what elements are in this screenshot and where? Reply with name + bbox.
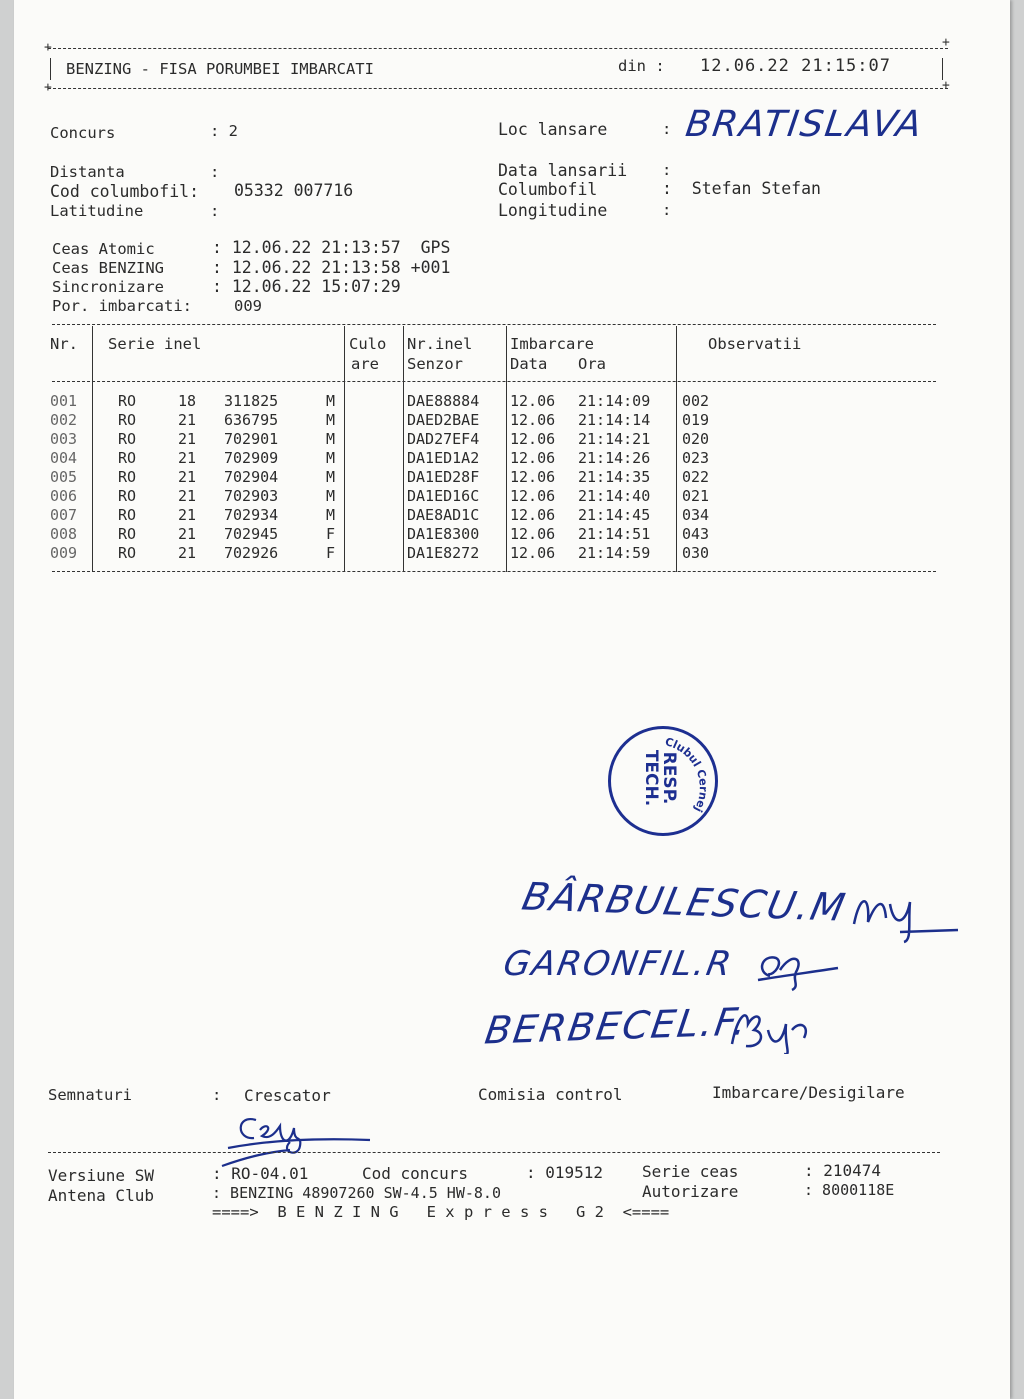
- cell-nr: 003: [50, 430, 78, 448]
- cell-nr: 002: [50, 411, 78, 429]
- ceas-benzing-value: : 12.06.22 21:13:58 +001: [212, 258, 451, 277]
- columbofil-label: Columbofil: [498, 180, 598, 199]
- th-nr-inel: Nr.inel: [407, 335, 473, 353]
- cell-an: 21: [178, 411, 197, 429]
- cell-ora: 21:14:35: [578, 468, 651, 486]
- cell-ora: 21:14:14: [578, 411, 651, 429]
- cell-sex: F: [326, 525, 336, 543]
- cell-data: 12.06: [510, 430, 556, 448]
- semnaturi-colon: :: [212, 1086, 222, 1104]
- cell-senzor: DA1ED1A2: [407, 449, 480, 467]
- por-imbarcati-label: Por. imbarcati:: [52, 297, 192, 315]
- data-lansarii-value: :: [662, 161, 672, 179]
- footer-rule: [48, 1152, 940, 1153]
- cell-inel: 702945: [224, 525, 279, 543]
- cell-senzor: DA1E8272: [407, 544, 480, 562]
- cell-data: 12.06: [510, 544, 556, 562]
- cell-inel: 702904: [224, 468, 279, 486]
- col-divider: [344, 326, 345, 572]
- th-culoare-1: Culo: [349, 335, 387, 353]
- cell-obs: 019: [682, 411, 710, 429]
- concurs-value: : 2: [210, 122, 238, 140]
- antena-label: Antena Club: [48, 1186, 154, 1205]
- cell-senzor: DAE88884: [407, 392, 480, 410]
- cell-tara: RO: [118, 430, 137, 448]
- cell-an: 18: [178, 392, 197, 410]
- cell-obs: 030: [682, 544, 710, 562]
- cell-inel: 702934: [224, 506, 279, 524]
- cell-nr: 006: [50, 487, 78, 505]
- corner-plus: +: [942, 78, 950, 93]
- cell-an: 21: [178, 487, 197, 505]
- header-top-rule: [48, 48, 948, 49]
- cell-nr: 001: [50, 392, 78, 410]
- cell-tara: RO: [118, 506, 137, 524]
- stamp-arc-text: Clubul Cernej: [663, 735, 710, 815]
- cell-tara: RO: [118, 525, 137, 543]
- din-value: 12.06.22 21:15:07: [700, 56, 891, 76]
- receipt-sheet: [14, 0, 1010, 1399]
- stamp-tech: TECH.: [641, 749, 661, 807]
- cell-tara: RO: [118, 487, 137, 505]
- cod-concurs-value: : 019512: [526, 1163, 604, 1182]
- cell-an: 21: [178, 449, 197, 467]
- col-divider: [676, 326, 677, 572]
- th-senzor: Senzor: [407, 355, 463, 373]
- comisia-label: Comisia control: [478, 1085, 623, 1104]
- cell-tara: RO: [118, 449, 137, 467]
- autorizare-value: : 8000118E: [804, 1181, 895, 1199]
- corner-plus: +: [44, 40, 52, 55]
- cell-tara: RO: [118, 544, 137, 562]
- header-bottom-rule: [48, 88, 948, 89]
- cell-obs: 021: [682, 487, 710, 505]
- document-title: BENZING - FISA PORUMBEI IMBARCATI: [66, 60, 374, 78]
- crescator-label: Crescator: [244, 1086, 331, 1105]
- signature-1: [850, 884, 960, 944]
- th-nr: Nr.: [50, 335, 78, 353]
- cell-inel: 702926: [224, 544, 279, 562]
- cell-data: 12.06: [510, 449, 556, 467]
- distanta-value: :: [210, 163, 220, 181]
- longitudine-value: :: [662, 201, 672, 219]
- cell-ora: 21:14:21: [578, 430, 651, 448]
- cell-data: 12.06: [510, 392, 556, 410]
- cell-obs: 043: [682, 525, 710, 543]
- cell-sex: M: [326, 487, 336, 505]
- table-bottom-rule: [52, 571, 936, 572]
- cell-inel: 702901: [224, 430, 279, 448]
- cell-tara: RO: [118, 392, 137, 410]
- ceas-atomic-value: : 12.06.22 21:13:57 GPS: [212, 238, 451, 257]
- th-imbarcare-ora: Ora: [578, 355, 606, 373]
- loc-lansare-colon: :: [662, 120, 672, 138]
- table-top-rule: [52, 324, 936, 325]
- serie-ceas-value: : 210474: [804, 1161, 882, 1180]
- handwritten-name-2: GARONFIL.R: [500, 944, 736, 984]
- cell-data: 12.06: [510, 487, 556, 505]
- cell-senzor: DA1ED28F: [407, 468, 480, 486]
- signature-2: [752, 946, 842, 992]
- cell-nr: 009: [50, 544, 78, 562]
- columbofil-value: : Stefan Stefan: [662, 179, 821, 198]
- cell-an: 21: [178, 544, 197, 562]
- cell-senzor: DA1ED16C: [407, 487, 480, 505]
- col-divider: [506, 326, 507, 572]
- cell-sex: M: [326, 392, 336, 410]
- loc-lansare-label: Loc lansare: [498, 120, 608, 139]
- distanta-label: Distanta: [50, 163, 125, 181]
- header-left-border: [50, 58, 51, 80]
- serie-ceas-label: Serie ceas: [642, 1162, 739, 1181]
- ceas-benzing-label: Ceas BENZING: [52, 259, 164, 277]
- versiune-value: : RO-04.01: [212, 1164, 309, 1183]
- por-imbarcati-value: 009: [234, 297, 262, 315]
- cell-sex: F: [326, 544, 336, 562]
- signature-3: [726, 1000, 836, 1054]
- club-stamp: [608, 726, 718, 836]
- cell-obs: 022: [682, 468, 710, 486]
- header-right-border: [942, 58, 943, 80]
- versiune-label: Versiune SW: [48, 1166, 154, 1185]
- cell-an: 21: [178, 468, 197, 486]
- stamp-resp: RESP.: [659, 751, 679, 805]
- sincronizare-value: : 12.06.22 15:07:29: [212, 277, 401, 296]
- cell-sex: M: [326, 411, 336, 429]
- corner-plus: +: [44, 80, 52, 95]
- cell-data: 12.06: [510, 411, 556, 429]
- cell-ora: 21:14:40: [578, 487, 651, 505]
- cell-ora: 21:14:51: [578, 525, 651, 543]
- cell-an: 21: [178, 430, 197, 448]
- cell-obs: 023: [682, 449, 710, 467]
- cell-tara: RO: [118, 411, 137, 429]
- cell-senzor: DA1E8300: [407, 525, 480, 543]
- latitudine-value: :: [210, 202, 220, 220]
- din-label: din :: [618, 57, 665, 75]
- cell-ora: 21:14:45: [578, 506, 651, 524]
- col-divider: [92, 326, 93, 572]
- table-header-rule: [52, 381, 936, 382]
- data-lansarii-label: Data lansarii: [498, 161, 628, 180]
- antena-value: : BENZING 48907260 SW-4.5 HW-8.0: [212, 1184, 501, 1202]
- longitudine-label: Longitudine: [498, 201, 608, 220]
- stamp-graphic: [608, 726, 712, 830]
- th-imbarcare: Imbarcare: [510, 335, 594, 353]
- cell-sex: M: [326, 506, 336, 524]
- cell-obs: 002: [682, 392, 710, 410]
- th-serie-inel: Serie inel: [108, 335, 202, 353]
- cell-an: 21: [178, 525, 197, 543]
- cell-sex: M: [326, 449, 336, 467]
- cell-nr: 007: [50, 506, 78, 524]
- cell-senzor: DAD27EF4: [407, 430, 480, 448]
- cell-tara: RO: [118, 468, 137, 486]
- cell-sex: M: [326, 430, 336, 448]
- concurs-label: Concurs: [50, 124, 116, 142]
- cell-an: 21: [178, 506, 197, 524]
- cell-sex: M: [326, 468, 336, 486]
- cell-data: 12.06: [510, 525, 556, 543]
- th-observatii: Observatii: [708, 335, 802, 353]
- cell-inel: 702903: [224, 487, 279, 505]
- cell-ora: 21:14:59: [578, 544, 651, 562]
- cell-obs: 034: [682, 506, 710, 524]
- corner-plus: +: [942, 35, 950, 50]
- semnaturi-label: Semnaturi: [48, 1086, 132, 1104]
- cell-inel: 702909: [224, 449, 279, 467]
- cod-columbofil-value: 05332 007716: [234, 181, 354, 200]
- cell-inel: 636795: [224, 411, 279, 429]
- benzing-express-banner: ====> B E N Z I N G E x p r e s s G 2 <====: [212, 1203, 670, 1221]
- cod-columbofil-label: Cod columbofil:: [50, 182, 200, 201]
- th-imbarcare-data: Data: [510, 355, 548, 373]
- cell-ora: 21:14:26: [578, 449, 651, 467]
- cell-senzor: DAE8AD1C: [407, 506, 480, 524]
- handwritten-name-1: BÂRBULESCU.M: [518, 874, 851, 930]
- cell-nr: 005: [50, 468, 78, 486]
- loc-lansare-handwritten: BRATISLAVA: [683, 104, 926, 145]
- sincronizare-label: Sincronizare: [52, 278, 164, 296]
- cell-data: 12.06: [510, 506, 556, 524]
- cell-senzor: DAED2BAE: [407, 411, 480, 429]
- col-divider: [403, 326, 404, 572]
- latitudine-label: Latitudine: [50, 202, 144, 220]
- handwritten-name-3: BERBECEL.F.: [482, 999, 752, 1053]
- th-culoare-2: are: [351, 355, 379, 373]
- cell-obs: 020: [682, 430, 710, 448]
- cell-nr: 008: [50, 525, 78, 543]
- cell-nr: 004: [50, 449, 78, 467]
- imbarcare-desigilare-label: Imbarcare/Desigilare: [712, 1083, 905, 1102]
- ceas-atomic-label: Ceas Atomic: [52, 240, 155, 258]
- cod-concurs-label: Cod concurs: [362, 1164, 468, 1183]
- cell-ora: 21:14:09: [578, 392, 651, 410]
- autorizare-label: Autorizare: [642, 1182, 739, 1201]
- cell-inel: 311825: [224, 392, 279, 410]
- cell-data: 12.06: [510, 468, 556, 486]
